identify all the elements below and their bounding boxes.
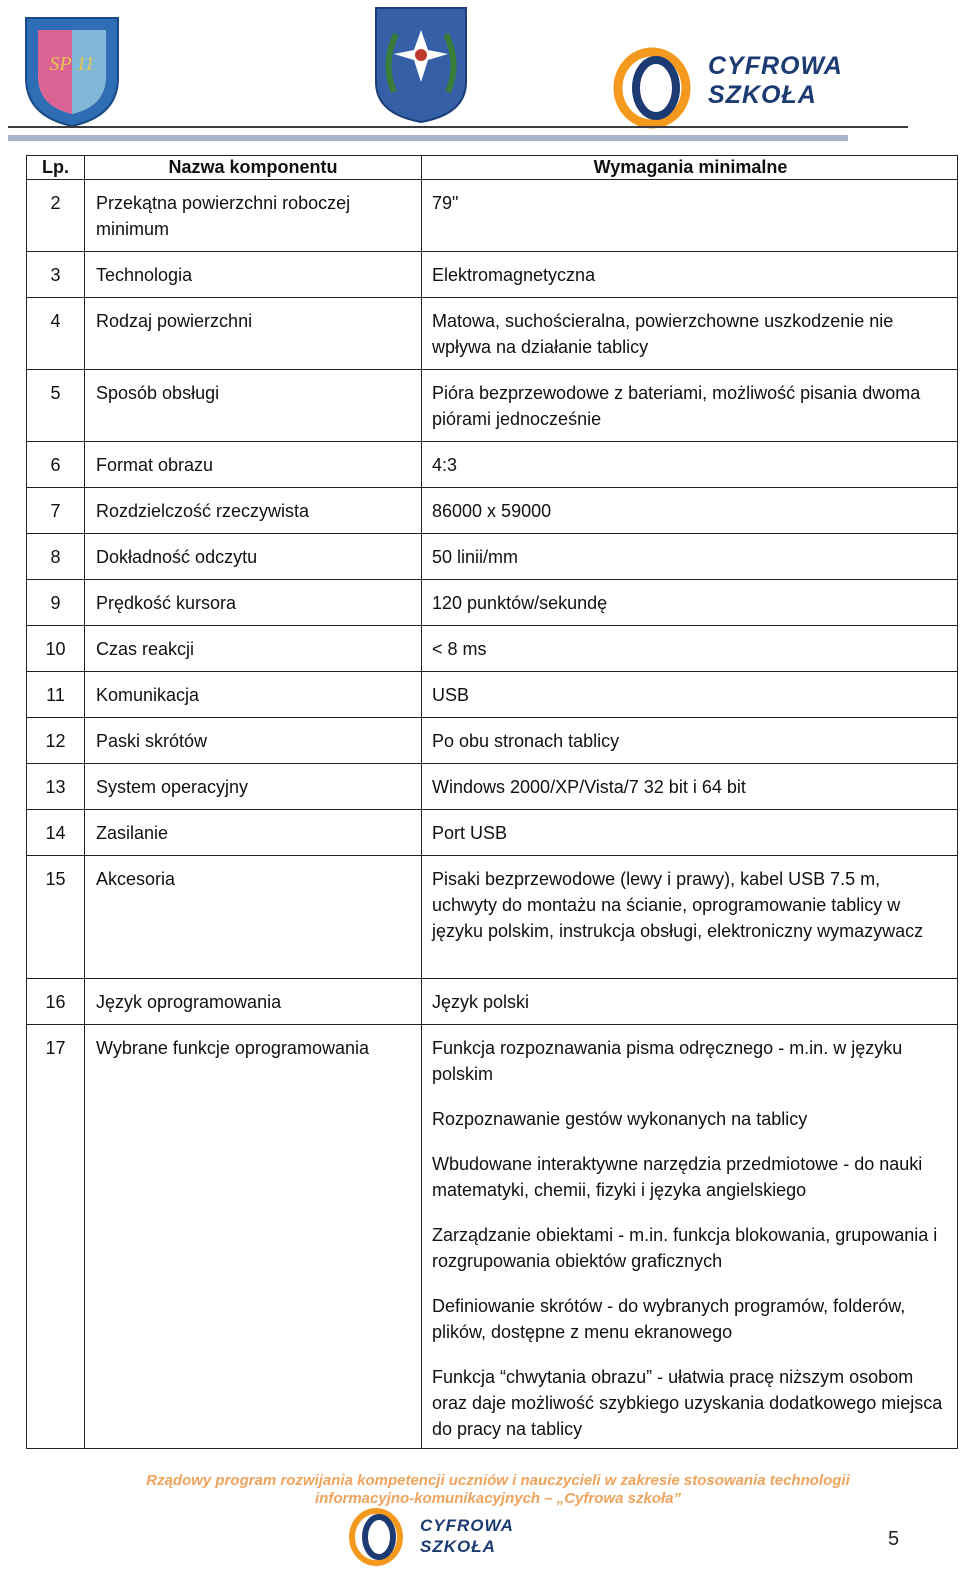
row-lp: 6 [27, 442, 85, 488]
row-lp: 13 [27, 764, 85, 810]
requirement-item: Wbudowane interaktywne narzędzia przedmiotowe - do nauki matematyki, chemii, fizyki i języka angielskiego [432, 1154, 923, 1200]
footer-line-2: informacyjno-komunikacyjnych – „Cyfrowa szkoła” [315, 1490, 681, 1507]
table-row [27, 856, 958, 979]
town-crest [372, 4, 470, 124]
cyfrowa-szkola-ring-icon [610, 46, 694, 130]
table-row [27, 764, 958, 810]
row-component-name: Język oprogramowania [85, 979, 422, 1025]
row-component-name: Sposób obsługi [85, 370, 422, 442]
table-row [27, 626, 958, 672]
school-logo [22, 8, 122, 128]
row-requirement: Windows 2000/XP/Vista/7 32 bit i 64 bit [422, 764, 958, 810]
row-lp: 16 [27, 979, 85, 1025]
footer-program-text [0, 1472, 960, 1508]
row-component-name: Technologia [85, 252, 422, 298]
row-requirement: Matowa, suchościeralna, powierzchowne uszkodzenie nie wpływa na działanie tablicy [422, 298, 958, 370]
row-lp: 3 [27, 252, 85, 298]
row-component-name: Format obrazu [85, 442, 422, 488]
row-requirement: 4:3 [422, 442, 958, 488]
row-requirement: Port USB [422, 810, 958, 856]
row-component-name: Prędkość kursora [85, 580, 422, 626]
table-row [27, 442, 958, 488]
row-component-name: Wybrane funkcje oprogramowania [85, 1025, 422, 1449]
row-component-name: Przekątna powierzchni roboczej minimum [85, 180, 422, 252]
table-row [27, 580, 958, 626]
row-lp: 2 [27, 180, 85, 252]
page-header [0, 0, 960, 145]
row-requirement-list [422, 1025, 958, 1449]
row-lp: 8 [27, 534, 85, 580]
requirements-table [26, 155, 958, 1449]
table-row [27, 718, 958, 764]
row-lp: 5 [27, 370, 85, 442]
table-row [27, 810, 958, 856]
header-divider [8, 126, 908, 128]
school-logo-text: SP 11 [49, 53, 95, 75]
row-component-name: Czas reakcji [85, 626, 422, 672]
footer-cyfrowa-szkola-logo [346, 1507, 546, 1567]
row-requirement: Język polski [422, 979, 958, 1025]
table-row [27, 252, 958, 298]
table-header-row [27, 156, 958, 180]
requirement-item: Zarządzanie obiektami - m.in. funkcja blokowania, grupowania i rozgrupowania obiektów graficznych [432, 1225, 938, 1271]
table-row [27, 370, 958, 442]
row-lp: 17 [27, 1025, 85, 1449]
requirement-item: Definiowanie skrótów - do wybranych programów, folderów, plików, dostępne z menu ekranowego [432, 1296, 906, 1342]
row-component-name: Rozdzielczość rzeczywista [85, 488, 422, 534]
row-requirement: 86000 x 59000 [422, 488, 958, 534]
row-requirement: 50 linii/mm [422, 534, 958, 580]
row-requirement: Pisaki bezprzewodowe (lewy i prawy), kabel USB 7.5 m, uchwyty do montażu na ścianie, oprogramowanie tablicy w języku polskim, instrukcja obsługi, elektroniczny wymazywacz [422, 856, 958, 979]
row-requirement: 79" [422, 180, 958, 252]
row-component-name: Paski skrótów [85, 718, 422, 764]
row-component-name: Dokładność odczytu [85, 534, 422, 580]
cyfrowa-label: CYFROWA [708, 52, 843, 80]
table-row [27, 979, 958, 1025]
row-component-name: System operacyjny [85, 764, 422, 810]
table-row [27, 672, 958, 718]
footer-line-1: Rządowy program rozwijania kompetencji uczniów i nauczycieli w zakresie stosowania technologii [146, 1472, 850, 1489]
row-lp: 4 [27, 298, 85, 370]
requirement-item: Funkcja “chwytania obrazu” - ułatwia pracę niższym osobom oraz daje możliwość szybkiego uzyskania dodatkowego miejsca do pracy na tablicy [432, 1367, 943, 1439]
requirement-item: Funkcja rozpoznawania pisma odręcznego - m.in. w języku polskim [432, 1038, 903, 1084]
header-component-name: Nazwa komponentu [85, 156, 422, 180]
footer-szkola-label: SZKOŁA [420, 1537, 496, 1556]
header-requirements: Wymagania minimalne [422, 156, 958, 180]
cyfrowa-szkola-logo [610, 40, 860, 130]
row-lp: 12 [27, 718, 85, 764]
table-row [27, 1025, 958, 1449]
row-lp: 11 [27, 672, 85, 718]
row-requirement: Elektromagnetyczna [422, 252, 958, 298]
table-row [27, 298, 958, 370]
header-band [8, 135, 848, 141]
table-row [27, 488, 958, 534]
footer-cyfrowa-label: CYFROWA [420, 1516, 514, 1535]
row-requirement: 120 punktów/sekundę [422, 580, 958, 626]
footer-ring-icon [346, 1507, 406, 1567]
row-requirement: < 8 ms [422, 626, 958, 672]
row-component-name: Komunikacja [85, 672, 422, 718]
requirement-item: Rozpoznawanie gestów wykonanych na tablicy [432, 1109, 808, 1129]
header-lp: Lp. [27, 156, 85, 180]
table-row [27, 180, 958, 252]
row-lp: 10 [27, 626, 85, 672]
row-requirement: Pióra bezprzewodowe z bateriami, możliwość pisania dwoma piórami jednocześnie [422, 370, 958, 442]
row-lp: 15 [27, 856, 85, 979]
row-lp: 14 [27, 810, 85, 856]
table-body [27, 180, 958, 1449]
row-requirement: USB [422, 672, 958, 718]
row-lp: 9 [27, 580, 85, 626]
row-component-name: Rodzaj powierzchni [85, 298, 422, 370]
row-requirement: Po obu stronach tablicy [422, 718, 958, 764]
table-row [27, 534, 958, 580]
row-component-name: Zasilanie [85, 810, 422, 856]
row-lp: 7 [27, 488, 85, 534]
row-component-name: Akcesoria [85, 856, 422, 979]
szkola-label: SZKOŁA [708, 81, 817, 109]
page-number: 5 [888, 1528, 900, 1550]
